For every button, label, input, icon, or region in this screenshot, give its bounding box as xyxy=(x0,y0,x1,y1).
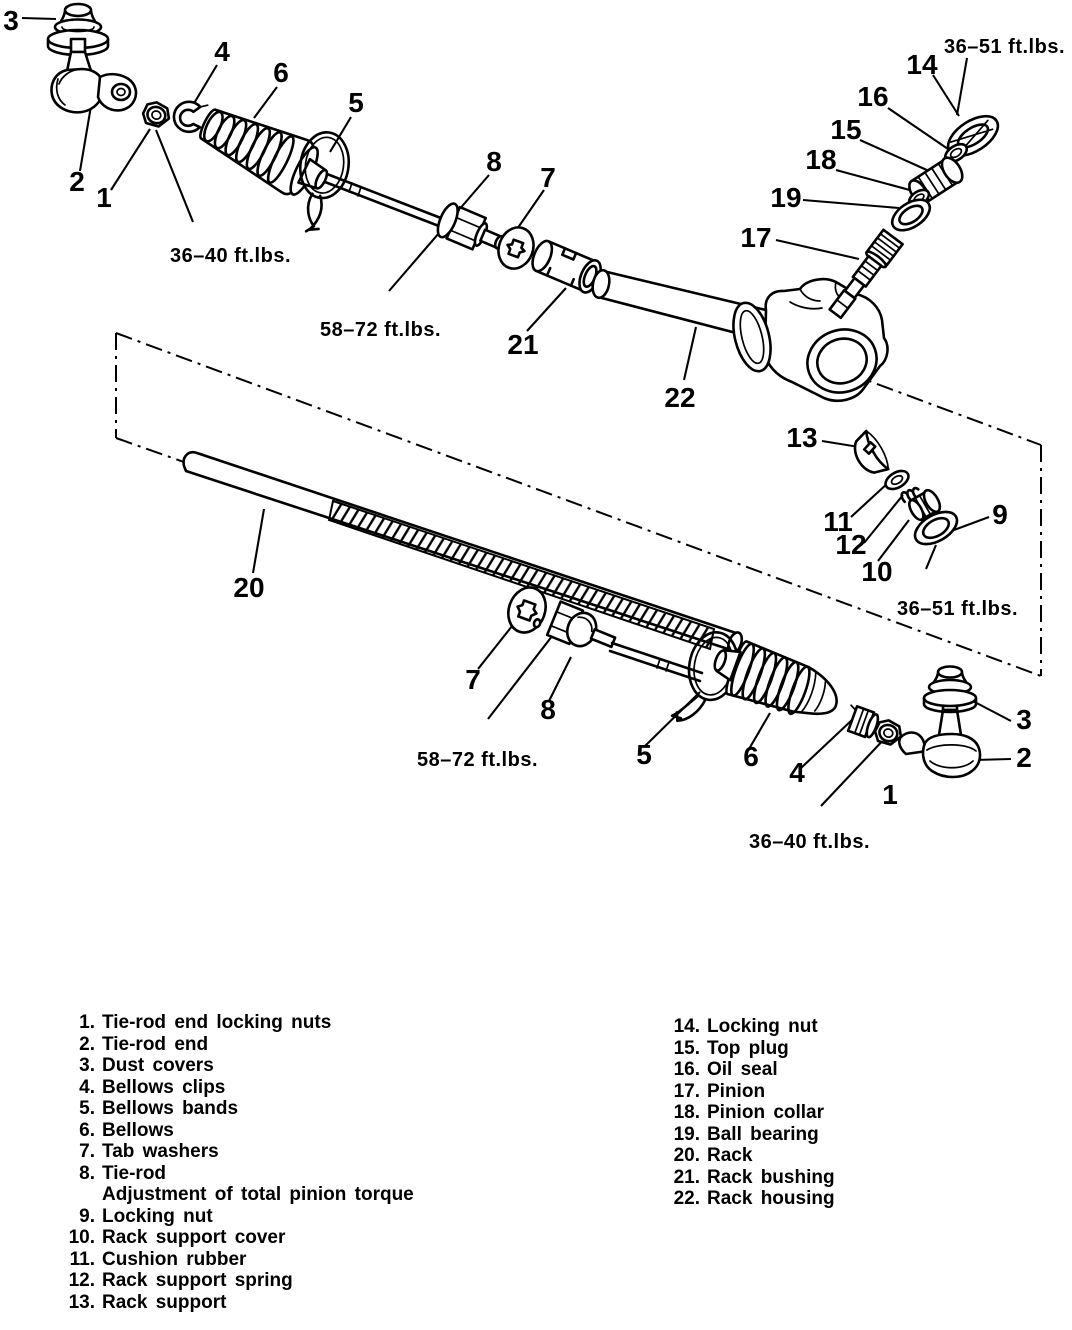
part-label: Dust covers xyxy=(102,1055,214,1076)
parts-list-item-9 xyxy=(42,1206,414,1228)
callout-22: 22 xyxy=(664,382,696,413)
callout-8-top: 8 xyxy=(486,146,502,177)
callout-3-top-left: 3 xyxy=(3,5,19,36)
rack-housing-drawing xyxy=(590,269,887,402)
part-number: 22. xyxy=(673,1188,700,1209)
callout-18: 18 xyxy=(805,144,837,175)
part-label: Rack xyxy=(707,1145,753,1166)
part-label: Locking nut xyxy=(707,1016,818,1037)
part-number: 6. xyxy=(79,1119,95,1141)
parts-list-item-3 xyxy=(42,1055,414,1077)
part-number: 5. xyxy=(79,1098,95,1119)
part-label: Adjustment of total pinion torque xyxy=(102,1184,414,1205)
callout-16: 16 xyxy=(857,81,889,112)
parts-list-item-12 xyxy=(42,1270,414,1292)
part-number: 3. xyxy=(79,1055,95,1076)
part-label: Ball bearing xyxy=(707,1123,819,1145)
part-number: 7. xyxy=(79,1141,95,1162)
parts-list-item-13 xyxy=(42,1292,414,1314)
part-number: 14. xyxy=(673,1016,700,1037)
torque-label-36-51-top-right: 36–51 ft.lbs. xyxy=(944,36,1066,58)
part-label: Locking nut xyxy=(102,1205,213,1227)
part-label: Bellows clips xyxy=(102,1076,226,1098)
part-number: 21. xyxy=(673,1166,700,1188)
callout-1-bottom: 1 xyxy=(882,779,898,810)
part-number xyxy=(42,1184,95,1206)
parts-list-right-column xyxy=(647,1016,835,1210)
part-number: 13. xyxy=(68,1291,95,1313)
callout-6-bottom: 6 xyxy=(743,741,759,772)
locking-nut-drawing-left xyxy=(140,99,172,130)
parts-list-item-17 xyxy=(647,1081,835,1103)
part-label: Rack support xyxy=(102,1291,227,1313)
part-label: Top plug xyxy=(707,1037,789,1059)
callout-7-top: 7 xyxy=(540,162,556,193)
parts-list-item-18 xyxy=(647,1102,835,1124)
callout-7-bottom: 7 xyxy=(465,664,481,695)
cushion-rubber-drawing xyxy=(882,467,911,492)
tie-rod-end-drawing-left xyxy=(52,39,136,112)
part-label: Rack support spring xyxy=(102,1270,293,1291)
part-label: Tie-rod xyxy=(102,1162,167,1184)
parts-list-item-21 xyxy=(647,1167,835,1189)
parts-list-item-8 xyxy=(42,1163,414,1185)
part-label: Tab washers xyxy=(102,1141,219,1162)
callout-4-bottom: 4 xyxy=(789,757,805,788)
callout-2-bottom: 2 xyxy=(1016,742,1032,773)
part-number: 1. xyxy=(79,1012,95,1033)
part-label: Cushion rubber xyxy=(102,1248,247,1270)
callout-11: 11 xyxy=(823,506,853,537)
parts-list-item-15 xyxy=(647,1038,835,1060)
part-number: 18. xyxy=(673,1102,700,1123)
torque-label-36-40-top: 36–40 ft.lbs. xyxy=(170,245,292,267)
parts-list-item-20 xyxy=(647,1145,835,1167)
part-label: Rack housing xyxy=(707,1188,835,1209)
callout-10: 10 xyxy=(861,556,893,587)
callout-14: 14 xyxy=(906,49,938,80)
parts-list-item-11 xyxy=(42,1249,414,1271)
part-number: 17. xyxy=(673,1080,700,1102)
parts-list-item-5 xyxy=(42,1098,414,1120)
callout-20: 20 xyxy=(233,572,265,603)
torque-label-36-40-bottom: 36–40 ft.lbs. xyxy=(749,831,871,853)
callout-9: 9 xyxy=(992,499,1008,530)
part-label: Pinion collar xyxy=(707,1102,825,1123)
callout-19: 19 xyxy=(770,182,802,213)
part-label: Pinion xyxy=(707,1080,766,1102)
rack-support-drawing xyxy=(848,429,893,480)
part-label: Bellows xyxy=(102,1119,174,1141)
part-number: 2. xyxy=(79,1033,95,1055)
part-number: 12. xyxy=(68,1270,95,1291)
part-label: Bellows bands xyxy=(102,1098,239,1119)
callout-21: 21 xyxy=(507,329,539,360)
part-number: 4. xyxy=(79,1076,95,1098)
part-number: 8. xyxy=(79,1162,95,1184)
callout-1-top-left: 1 xyxy=(96,182,112,213)
callout-2-top-left: 2 xyxy=(69,166,85,197)
parts-list-item-22 xyxy=(647,1188,835,1210)
part-number: 11. xyxy=(69,1248,95,1270)
part-number: 16. xyxy=(673,1059,700,1080)
torque-label-58-72-top: 58–72 ft.lbs. xyxy=(320,319,442,341)
parts-list-item-7 xyxy=(42,1141,414,1163)
parts-list-left-column xyxy=(42,1012,414,1313)
part-label: Tie-rod end xyxy=(102,1033,209,1055)
callout-3-bottom: 3 xyxy=(1016,704,1032,735)
callout-6-top-left: 6 xyxy=(273,57,289,88)
parts-list-item-4 xyxy=(42,1077,414,1099)
callout-13: 13 xyxy=(786,422,818,453)
callout-5-bottom: 5 xyxy=(636,739,652,770)
part-number: 19. xyxy=(673,1123,700,1145)
callout-17: 17 xyxy=(740,222,772,253)
part-label: Oil seal xyxy=(707,1059,778,1080)
parts-list-item-16 xyxy=(647,1059,835,1081)
leader-lines xyxy=(22,18,1011,806)
parts-list-item-10 xyxy=(42,1227,414,1249)
callout-15: 15 xyxy=(830,114,862,145)
part-label: Rack bushing xyxy=(707,1166,835,1188)
dust-cover-drawing-bottom xyxy=(924,667,976,713)
part-label: Tie-rod end locking nuts xyxy=(102,1012,332,1033)
part-number: 10. xyxy=(68,1227,95,1248)
parts-list-item-8-note xyxy=(42,1184,414,1206)
parts-list-item-6 xyxy=(42,1120,414,1142)
callout-4-top-left: 4 xyxy=(214,36,230,67)
parts-list-item-1 xyxy=(42,1012,414,1034)
torque-label-36-51-middle: 36–51 ft.lbs. xyxy=(897,598,1019,620)
callout-12: 12 xyxy=(835,529,867,560)
part-number: 15. xyxy=(673,1037,700,1059)
parts-list-item-14 xyxy=(647,1016,835,1038)
rack-drawing xyxy=(184,452,745,655)
torque-label-58-72-bottom: 58–72 ft.lbs. xyxy=(417,749,539,771)
part-number: 20. xyxy=(673,1145,700,1166)
part-number: 9. xyxy=(79,1205,95,1227)
parts-list-item-2 xyxy=(42,1034,414,1056)
callout-8-bottom: 8 xyxy=(540,694,556,725)
callout-5-top-left: 5 xyxy=(348,87,364,118)
parts-list-item-19 xyxy=(647,1124,835,1146)
part-label: Rack support cover xyxy=(102,1227,286,1248)
